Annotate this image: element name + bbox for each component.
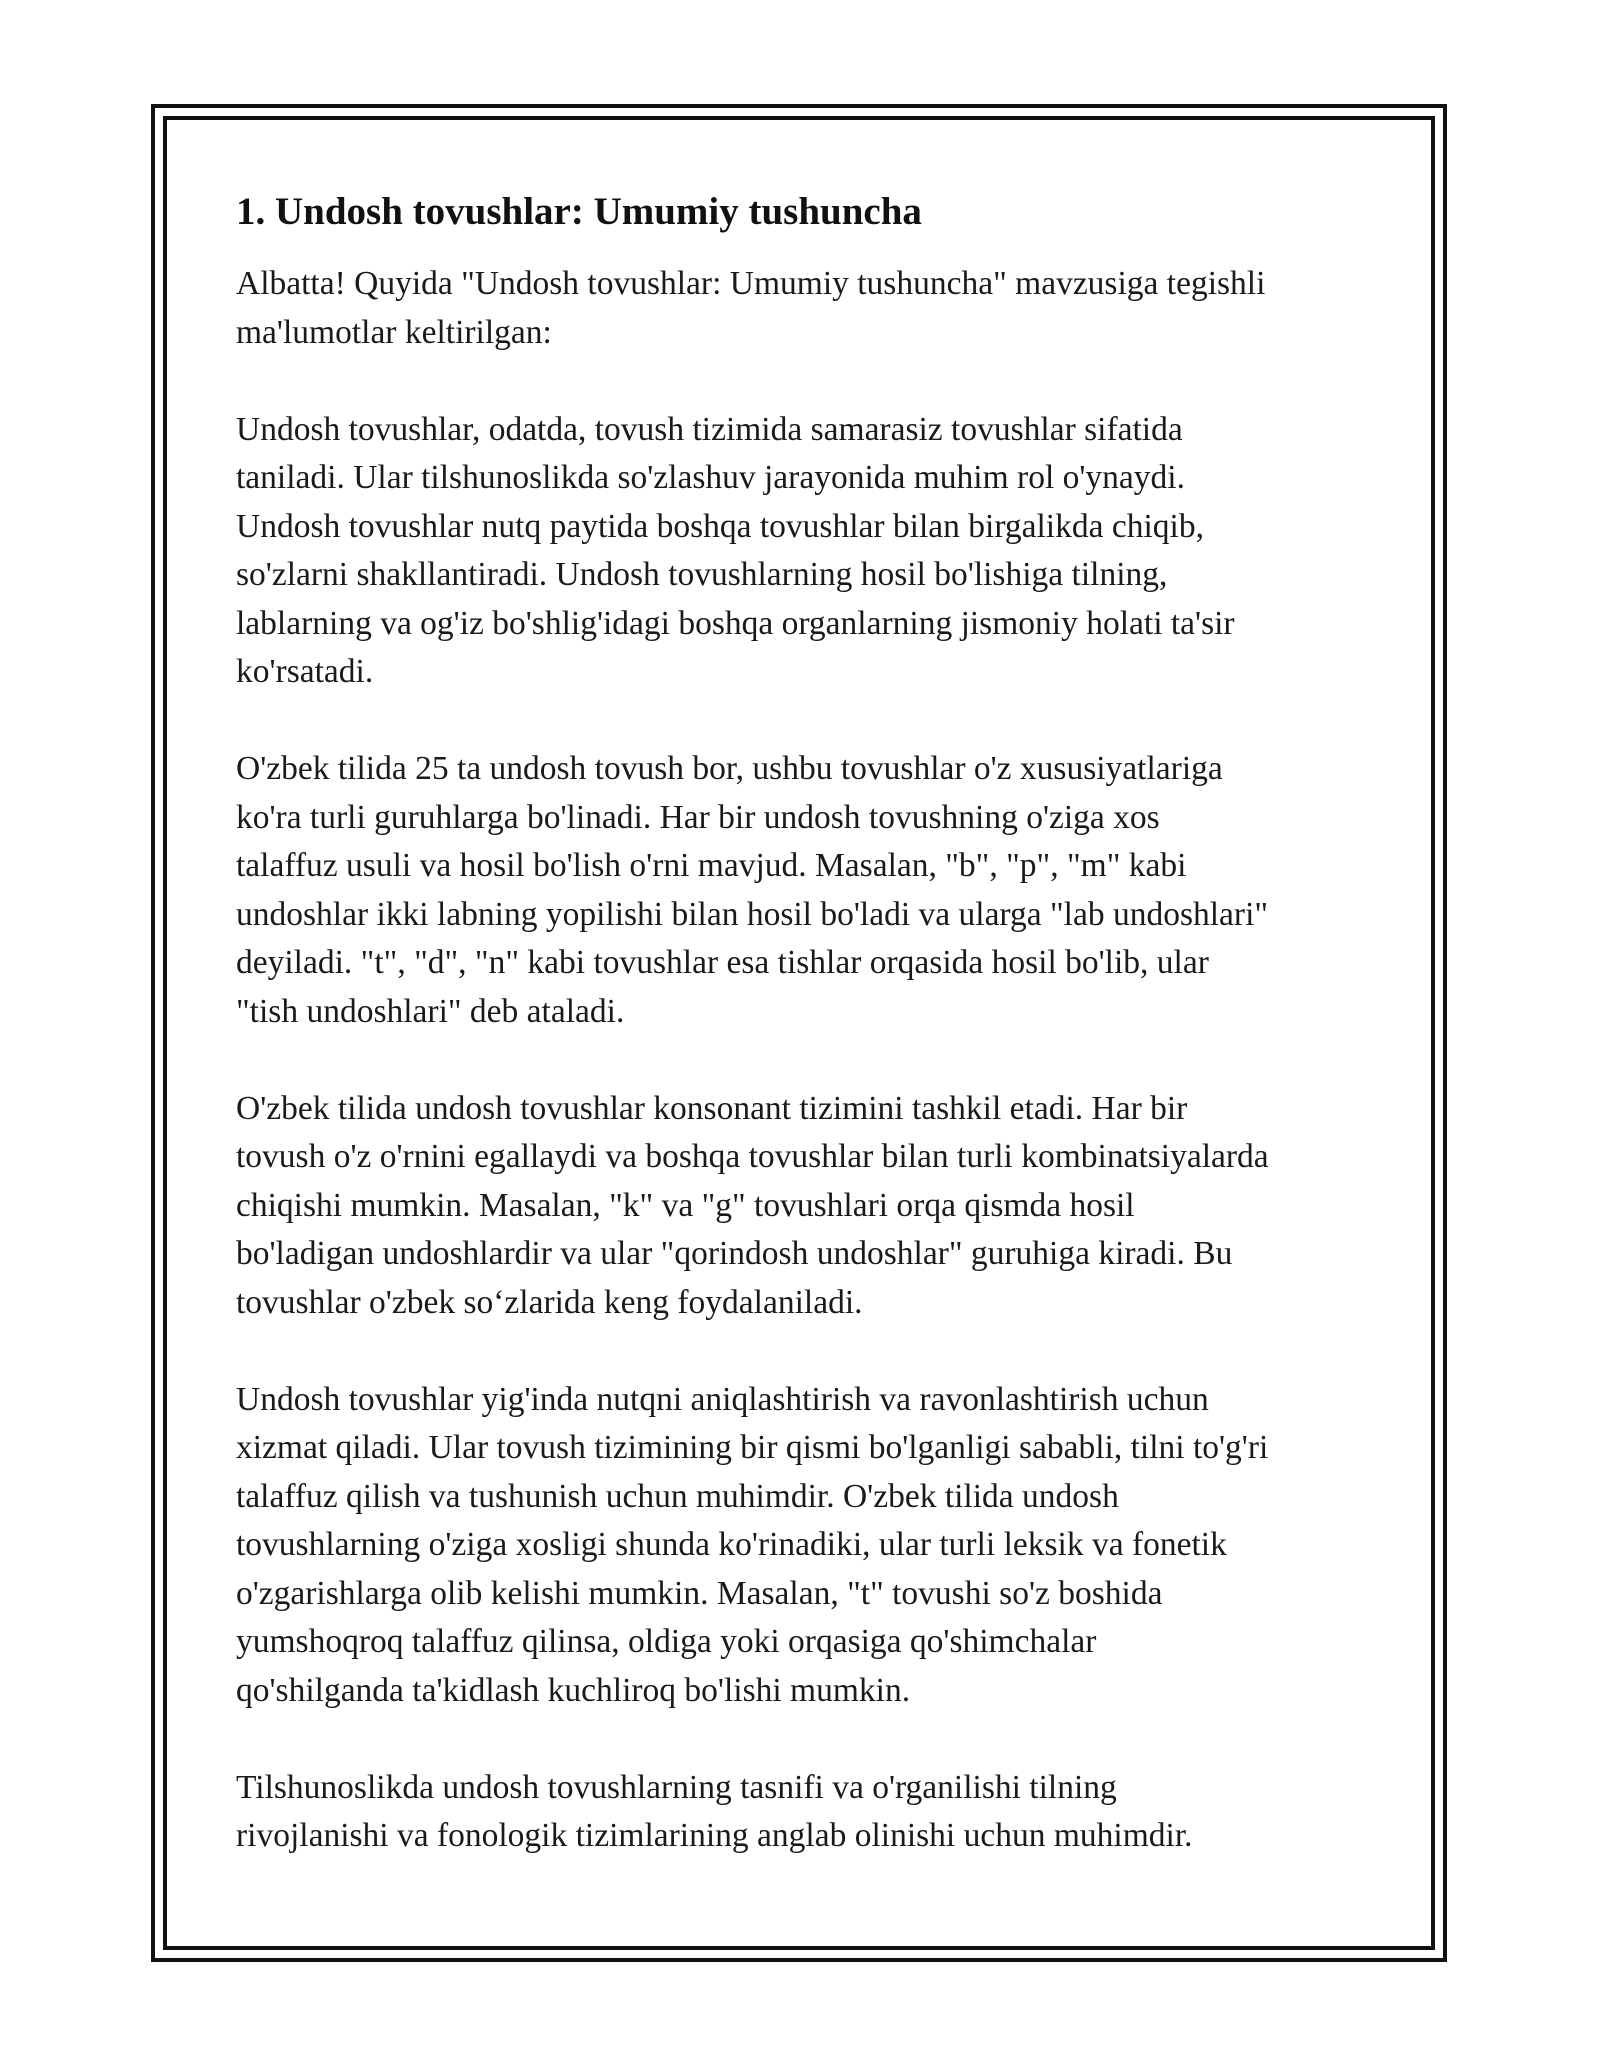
paragraph-intro: Albatta! Quyida "Undosh tovushlar: Umumiy tushuncha" mavzusiga tegishli ma'lumotlar keltirilgan:	[236, 265, 1266, 351]
paragraph-consonant-system: O'zbek tilida undosh tovushlar konsonant tizimini tashkil etadi. Har bir tovush o'z o'rnini egallaydi va boshqa tovushlar bilan turli kombinatsiyalarda chiqishi mumkin. Masalan, "k" va "g" tovushlari orqa qismda hosil bo'ladigan undoshlardir va ular "qorindosh undoshlar" guruhiga kiradi. Bu tovushlar o'zbek so‘zlarida keng foydalaniladi.	[236, 1089, 1269, 1321]
paragraph-classification: O'zbek tilida 25 ta undosh tovush bor, ushbu tovushlar o'z xususiyatlariga ko'ra turli guruhlarga bo'linadi. Har bir undosh tovushning o'ziga xos talaffuz usuli va hosil bo'lish o'rni mavjud. Masalan, "b", "p", "m" kabi undoshlar ikki labning yopilishi bilan hosil bo'ladi va ularga "lab undoshlari" deyiladi. "t", "d", "n" kabi tovushlar esa tishlar orqasida hosil bo'lib, ular "tish undoshlari" deb ataladi.	[236, 750, 1269, 1030]
document-body	[236, 184, 1376, 1909]
paragraph-definition: Undosh tovushlar, odatda, tovush tizimida samarasiz tovushlar sifatida taniladi. Ular tilshunoslikda so'zlashuv jarayonida muhim rol o'ynaydi. Undosh tovushlar nutq paytida boshqa tovushlar bilan birgalikda chiqib, so'zlarni shakllantiradi. Undosh tovushlarning hosil bo'lishiga tilning, lablarning va og'iz bo'shlig'idagi boshqa organlarning jismoniy holati ta'sir ko'rsatadi.	[236, 410, 1235, 690]
page-title: 1. Undosh tovushlar: Umumiy tushuncha	[236, 190, 922, 233]
paragraph-function: Undosh tovushlar yig'inda nutqni aniqlashtirish va ravonlashtirish uchun xizmat qiladi. Ular tovush tizimining bir qismi bo'lganligi sababli, tilni to'g'ri talaffuz qilish va tushunish uchun muhimdir. O'zbek tilida undosh tovushlarning o'ziga xosligi shunda ko'rinadiki, ular turli leksik va fonetik o'zgarishlarga olib kelishi mumkin. Masalan, "t" tovushi so'z boshida yumshoqroq talaffuz qilinsa, oldiga yoki orqasiga qo'shimchalar qo'shilganda ta'kidlash kuchliroq bo'lishi mumkin.	[236, 1380, 1269, 1709]
paragraph-conclusion: Tilshunoslikda undosh tovushlarning tasnifi va o'rganilishi tilning rivojlanishi va fonologik tizimlarining anglab olinishi uchun muhimdir.	[236, 1768, 1193, 1854]
